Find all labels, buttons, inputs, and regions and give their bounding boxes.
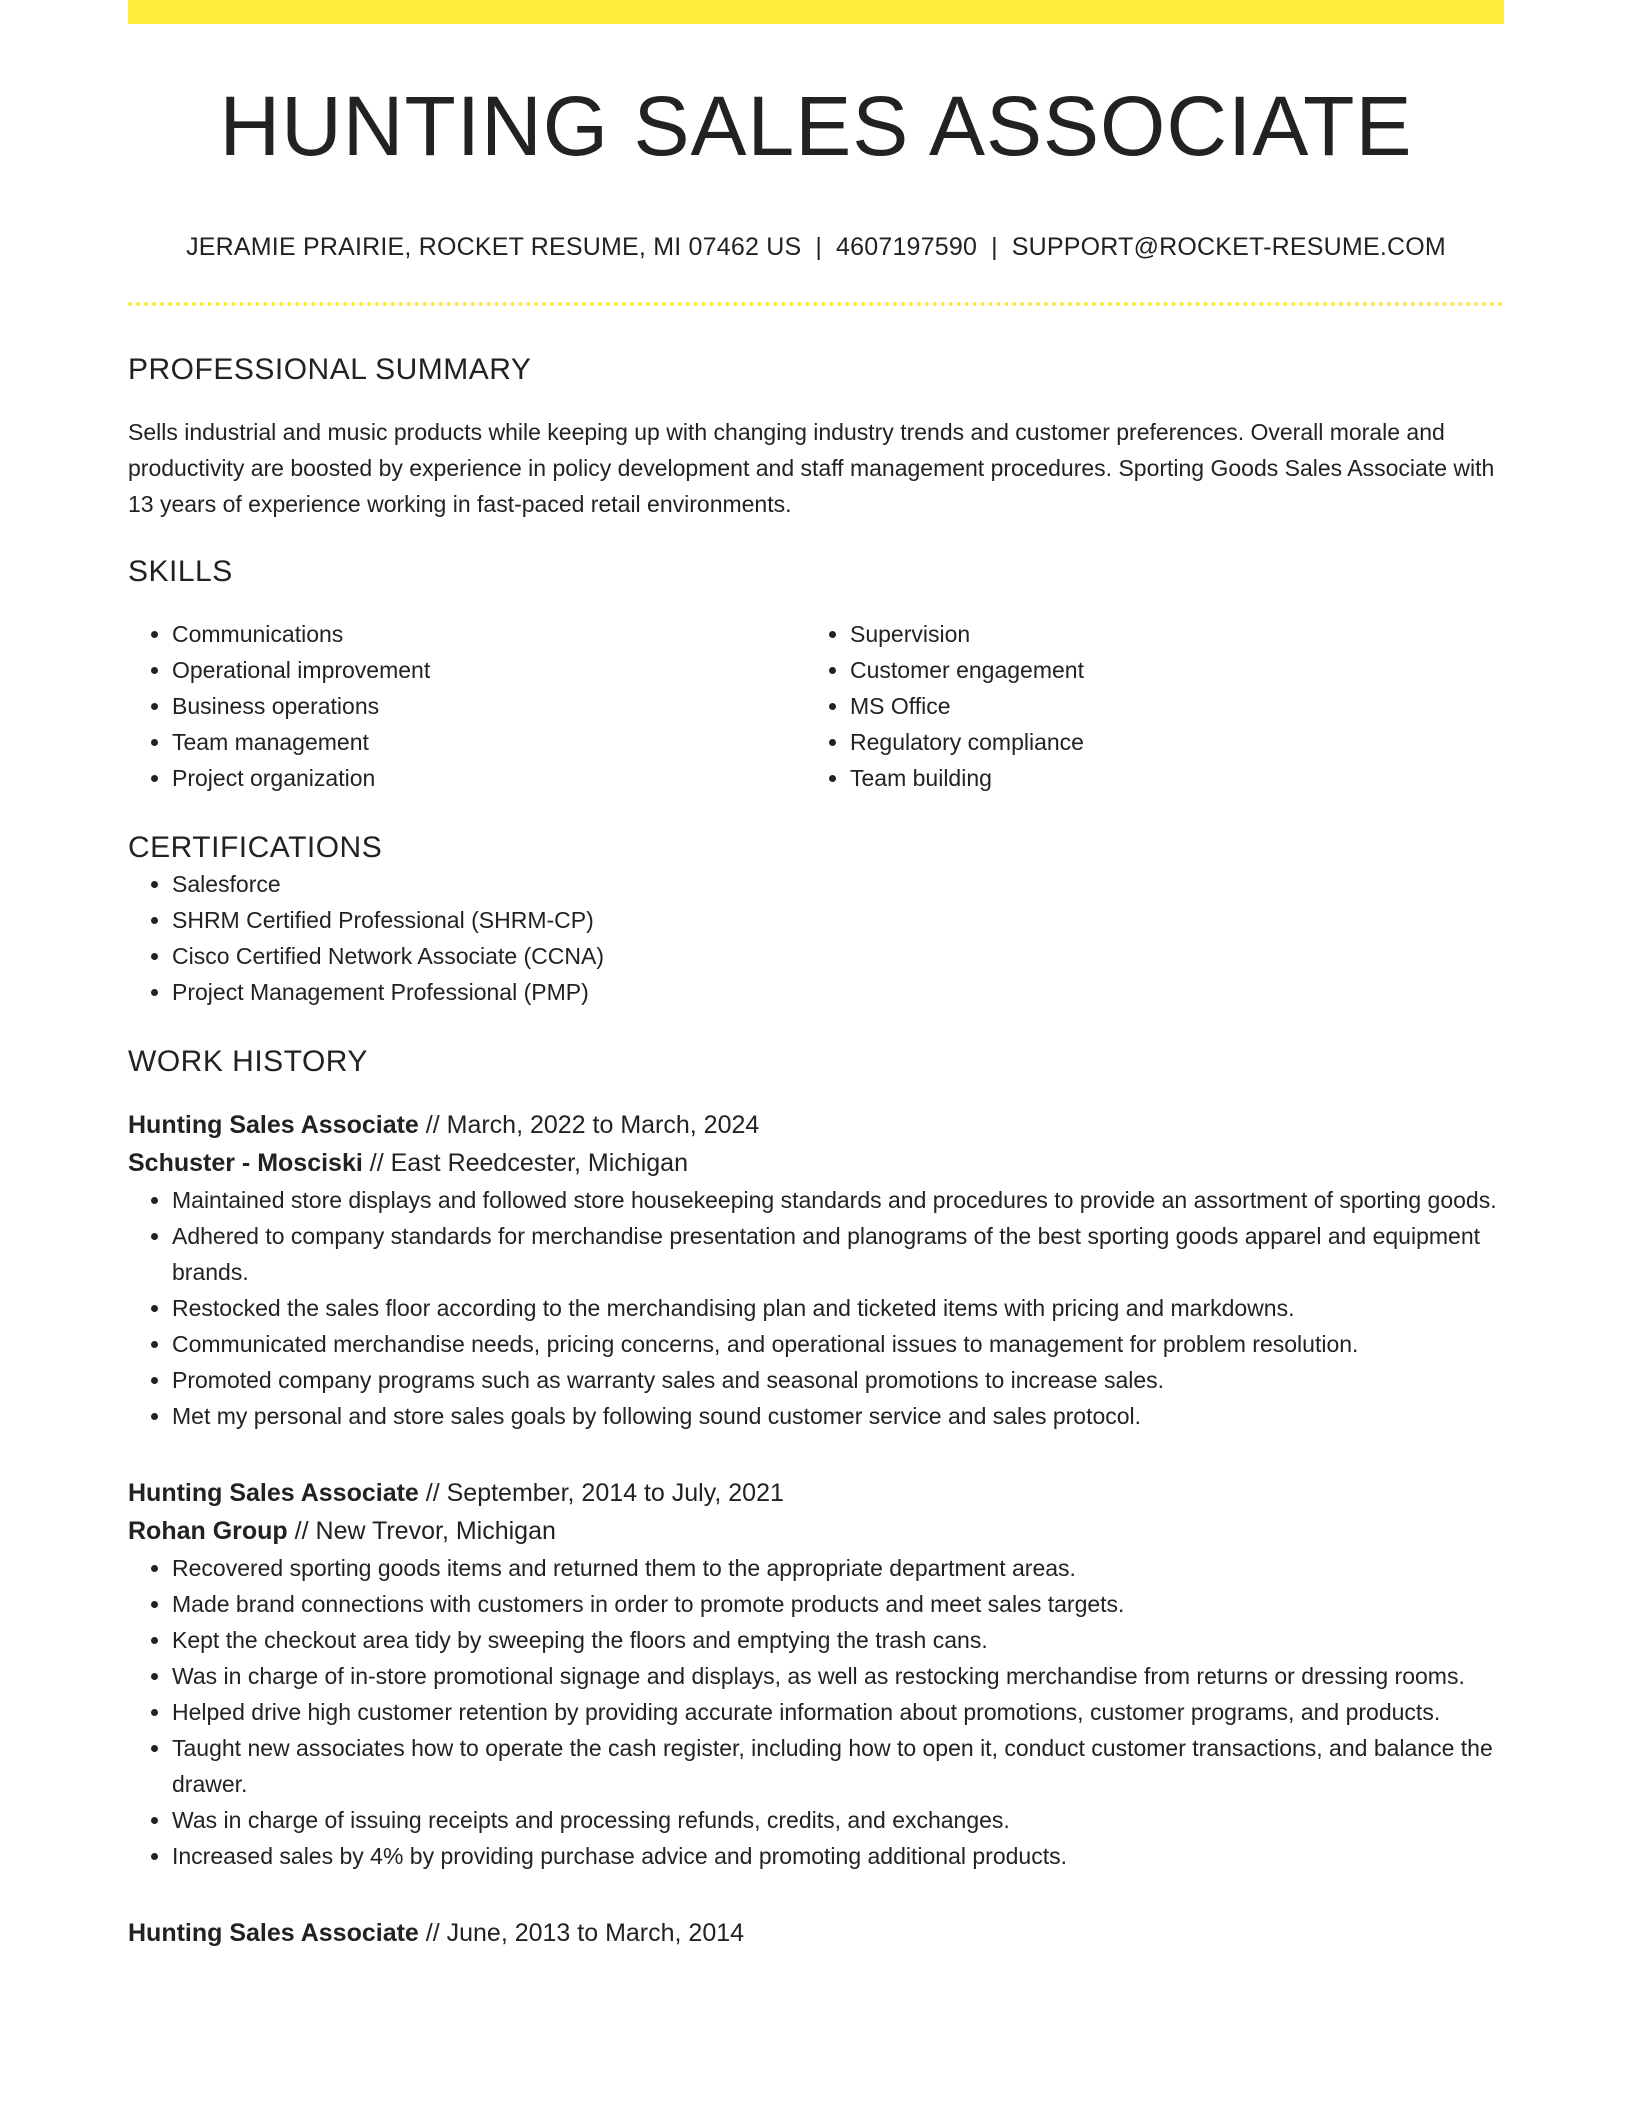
summary-heading: PROFESSIONAL SUMMARY	[128, 353, 532, 386]
job-duty: • Met my personal and store sales goals by following sound customer service and sales protocol.	[172, 1398, 1504, 1434]
job-entry	[128, 1914, 1504, 1952]
job-location: // East Reedcester, Michigan	[369, 1149, 688, 1177]
job-company-line	[128, 1512, 1504, 1550]
skill-item: • Operational improvement	[172, 652, 806, 688]
job-title-line	[128, 1106, 1504, 1144]
skills-list-right	[806, 616, 1484, 796]
work-history-heading: WORK HISTORY	[128, 1045, 368, 1078]
job-dates: // June, 2013 to March, 2014	[425, 1919, 745, 1947]
skill-item: • MS Office	[850, 688, 1484, 724]
skills-list-left	[128, 616, 806, 796]
contact-separator: |	[815, 233, 823, 261]
job-duty: • Kept the checkout area tidy by sweeping the floors and emptying the trash cans.	[172, 1622, 1504, 1658]
job-duty: • Helped drive high customer retention by providing accurate information about promotions, customer programs, and products.	[172, 1694, 1504, 1730]
job-entry	[128, 1474, 1504, 1874]
job-duty: • Increased sales by 4% by providing purchase advice and promoting additional products.	[172, 1838, 1504, 1874]
skills-heading: SKILLS	[128, 555, 233, 588]
skill-item: • Project organization	[172, 760, 806, 796]
accent-top-bar	[128, 0, 1504, 24]
skill-item: • Customer engagement	[850, 652, 1484, 688]
skills-grid	[128, 616, 1504, 796]
certifications-list	[128, 866, 1504, 1010]
contact-address: JERAMIE PRAIRIE, ROCKET RESUME, MI 07462 US	[186, 233, 802, 261]
skill-item: • Supervision	[850, 616, 1484, 652]
job-title-line	[128, 1474, 1504, 1512]
skills-column-right	[806, 616, 1484, 796]
job-duty: • Made brand connections with customers in order to promote products and meet sales targets.	[172, 1586, 1504, 1622]
job-duty: • Taught new associates how to operate the cash register, including how to open it, conduct customer transactions, and balance the drawer.	[172, 1730, 1504, 1802]
job-duty: • Adhered to company standards for merchandise presentation and planograms of the best sporting goods apparel and equipment brands.	[172, 1218, 1504, 1290]
job-duty: • Was in charge of issuing receipts and processing refunds, credits, and exchanges.	[172, 1802, 1504, 1838]
job-company-line	[128, 1144, 1504, 1182]
job-location: // New Trevor, Michigan	[294, 1517, 556, 1545]
job-duty: • Was in charge of in-store promotional signage and displays, as well as restocking merchandise from returns or dressing rooms.	[172, 1658, 1504, 1694]
job-duty: • Communicated merchandise needs, pricing concerns, and operational issues to management for problem resolution.	[172, 1326, 1504, 1362]
job-company: Schuster - Mosciski	[128, 1149, 363, 1177]
skill-item: • Business operations	[172, 688, 806, 724]
job-duty: • Recovered sporting goods items and returned them to the appropriate department areas.	[172, 1550, 1504, 1586]
job-duty: • Maintained store displays and followed store housekeeping standards and procedures to provide an assortment of sporting goods.	[172, 1182, 1504, 1218]
certification-item: • Salesforce	[172, 866, 1504, 902]
certification-item: • Cisco Certified Network Associate (CCNA)	[172, 938, 1504, 974]
skills-column-left	[128, 616, 806, 796]
contact-email: SUPPORT@ROCKET-RESUME.COM	[1011, 233, 1446, 261]
job-duties-list	[128, 1182, 1504, 1434]
contact-phone: 4607197590	[836, 233, 978, 261]
summary-text: Sells industrial and music products while keeping up with changing industry trends and customer preferences. Overall morale and productivity are boosted by experience in policy development and staff management procedures. Sporting Goods Sales Associate with 13 years of experience working in fast-paced retail environments.	[128, 419, 1495, 517]
resume-title: HUNTING SALES ASSOCIATE	[219, 79, 1413, 173]
job-title-line	[128, 1914, 1504, 1952]
job-company: Rohan Group	[128, 1517, 288, 1545]
job-title: Hunting Sales Associate	[128, 1111, 419, 1139]
job-duty: • Restocked the sales floor according to the merchandising plan and ticketed items with pricing and markdowns.	[172, 1290, 1504, 1326]
job-entry	[128, 1106, 1504, 1434]
skill-item: • Regulatory compliance	[850, 724, 1484, 760]
job-dates: // September, 2014 to July, 2021	[425, 1479, 784, 1507]
job-title: Hunting Sales Associate	[128, 1479, 419, 1507]
job-title: Hunting Sales Associate	[128, 1919, 419, 1947]
skill-item: • Communications	[172, 616, 806, 652]
contact-line	[128, 232, 1504, 262]
certification-item: • SHRM Certified Professional (SHRM-CP)	[172, 902, 1504, 938]
job-duty: • Promoted company programs such as warranty sales and seasonal promotions to increase sales.	[172, 1362, 1504, 1398]
job-dates: // March, 2022 to March, 2024	[425, 1111, 760, 1139]
dotted-divider	[128, 302, 1504, 306]
certifications-heading: CERTIFICATIONS	[128, 831, 383, 864]
contact-separator: |	[991, 233, 998, 261]
skill-item: • Team building	[850, 760, 1484, 796]
resume-page	[128, 0, 1504, 1952]
job-duties-list	[128, 1550, 1504, 1874]
certification-item: • Project Management Professional (PMP)	[172, 974, 1504, 1010]
skill-item: • Team management	[172, 724, 806, 760]
